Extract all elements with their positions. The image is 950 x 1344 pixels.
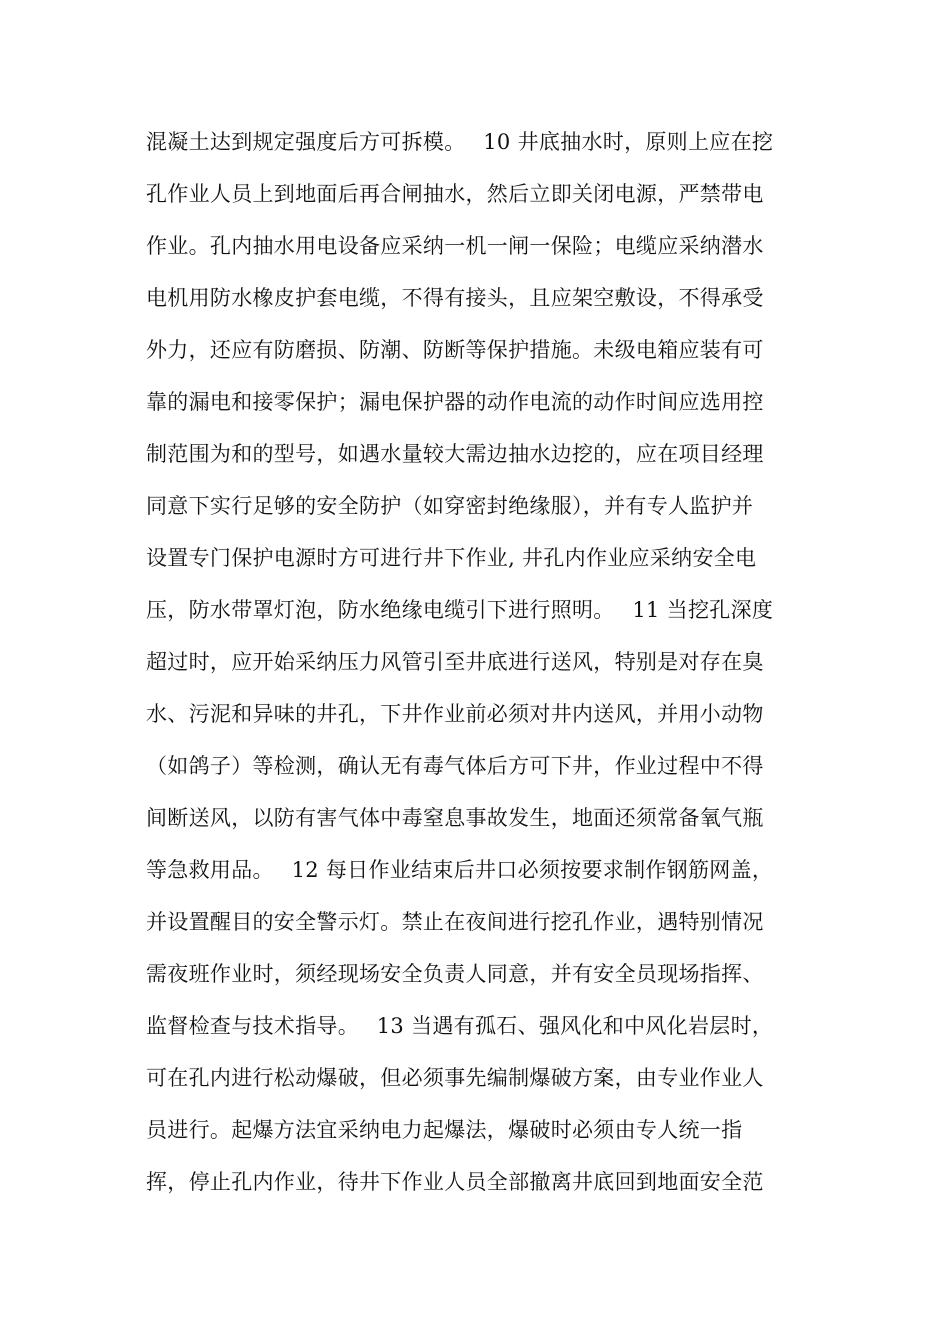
text-line: 等急救用品。 12 每日作业结束后井口必须按要求制作钢筋网盖，: [146, 858, 774, 882]
text-line: 挥，停止孔内作业，待井下作业人员全部撤离井底回到地面安全范: [146, 1170, 764, 1194]
text-line: 员进行。起爆方法宜采纳电力起爆法，爆破时必须由专人统一指: [146, 1118, 743, 1142]
text-line: 设置专门保护电源时方可进行井下作业, 井孔内作业应采纳安全电: [146, 546, 757, 570]
text-line: （如鸽子）等检测，确认无有毒气体后方可下井，作业过程中不得: [146, 754, 764, 778]
text-line: 需夜班作业时，须经现场安全负责人同意，并有安全员现场指挥、: [146, 962, 764, 986]
text-line: 孔作业人员上到地面后再合闸抽水，然后立即关闭电源，严禁带电: [146, 182, 764, 206]
text-line: 制范围为和的型号，如遇水量较大需边抽水边挖的，应在项目经理: [146, 442, 764, 466]
body-text: [146, 116, 806, 1208]
text-line: 间断送风，以防有害气体中毒窒息事故发生，地面还须常备氧气瓶: [146, 806, 764, 830]
text-line: 压，防水带罩灯泡，防水绝缘电缆引下进行照明。 11 当挖孔深度: [146, 598, 774, 622]
text-line: 作业。孔内抽水用电设备应采纳一机一闸一保险；电缆应采纳潜水: [146, 234, 764, 258]
text-line: 混凝土达到规定强度后方可拆模。 10 井底抽水时，原则上应在挖: [146, 130, 774, 154]
text-line: 可在孔内进行松动爆破，但必须事先编制爆破方案，由专业作业人: [146, 1066, 764, 1090]
text-line: 同意下实行足够的安全防护（如穿密封绝缘服），并有专人监护并: [146, 494, 754, 518]
text-line: 靠的漏电和接零保护；漏电保护器的动作电流的动作时间应选用控: [146, 390, 764, 414]
text-line: 外力，还应有防磨损、防潮、防断等保护措施。未级电箱应装有可: [146, 338, 764, 362]
text-line: 监督检查与技术指导。 13 当遇有孤石、强风化和中风化岩层时，: [146, 1014, 774, 1038]
text-line: 并设置醒目的安全警示灯。禁止在夜间进行挖孔作业，遇特别情况: [146, 910, 764, 934]
text-line: 电机用防水橡皮护套电缆，不得有接头，且应架空敷设，不得承受: [146, 286, 764, 310]
text-line: 超过时，应开始采纳压力风管引至井底进行送风，特别是对存在臭: [146, 650, 764, 674]
text-line: 水、污泥和异味的井孔，下井作业前必须对井内送风，并用小动物: [146, 702, 764, 726]
